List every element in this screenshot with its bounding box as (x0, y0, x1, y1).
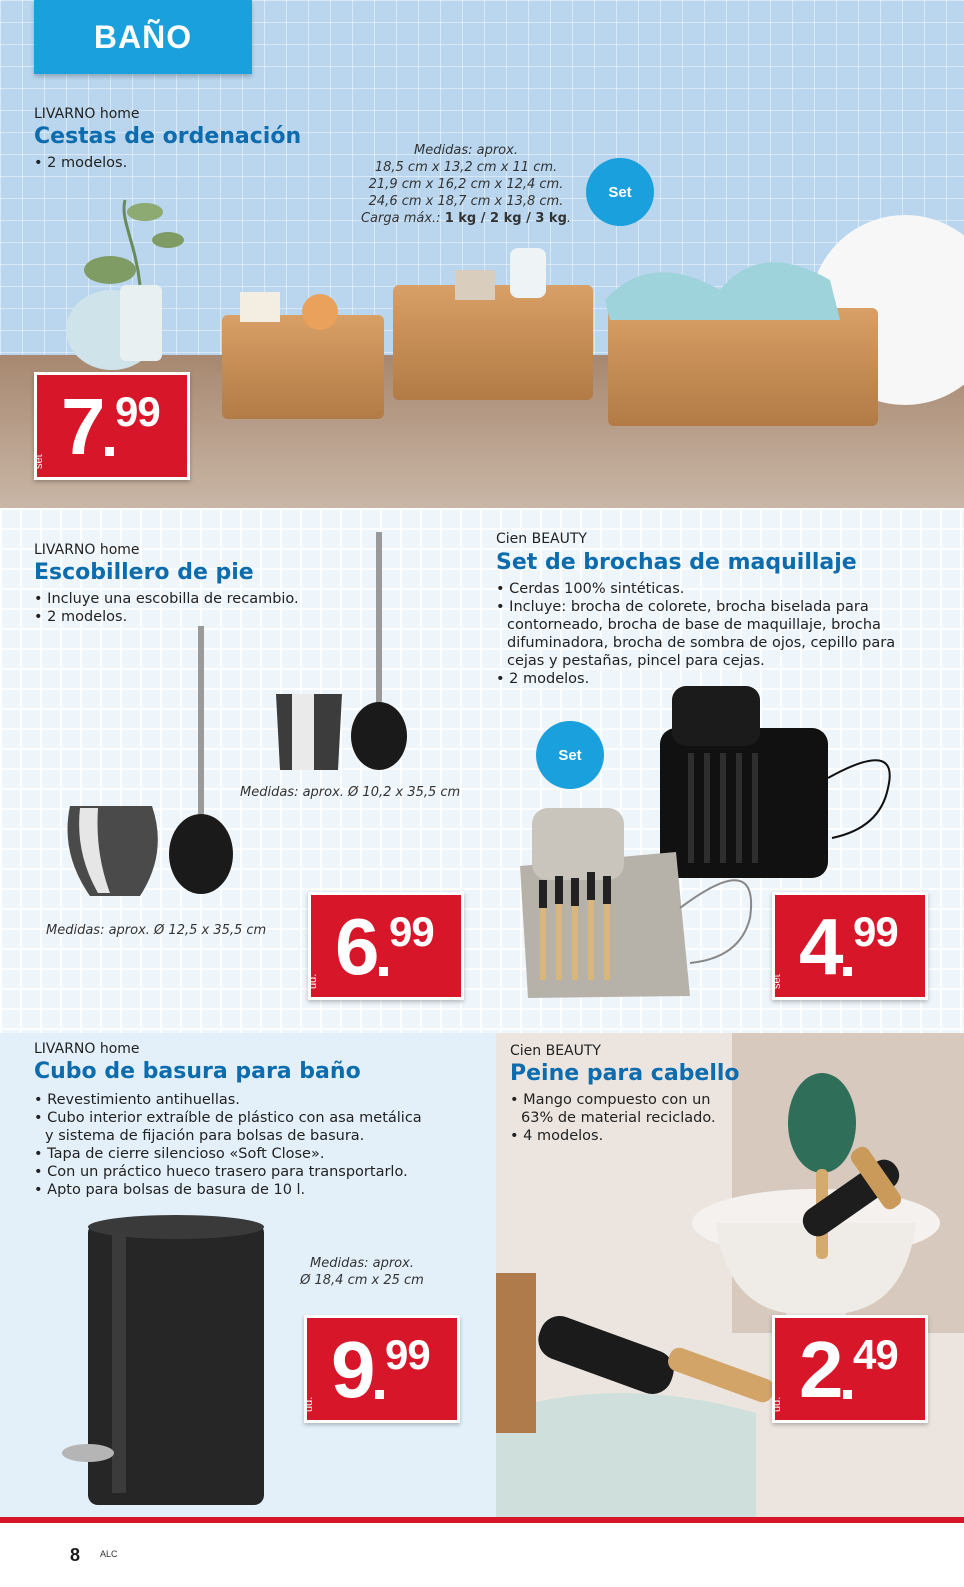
toilet-brush-holder-chrome (276, 532, 407, 770)
dimensions-line: 18,5 cm x 13,2 cm x 11 cm. (374, 160, 558, 175)
dimensions-line: 24,6 cm x 18,7 cm x 13,8 cm. (368, 194, 564, 209)
plant-vase-illustration (66, 200, 184, 370)
max-load-line (360, 210, 572, 227)
dimensions-label: Medidas: aprox. Ø 10,2 x 35,5 cm (240, 785, 461, 800)
basket-small (222, 292, 384, 419)
price-tag: ud. 9 99 (304, 1315, 460, 1423)
dimensions-block (292, 1255, 432, 1289)
feature-list (34, 590, 334, 626)
feature-list (34, 1091, 434, 1199)
price-integer: 9 (331, 1325, 372, 1414)
makeup-brush-case-black (660, 686, 890, 878)
price-decimal-dot (105, 447, 114, 456)
dimensions-block (360, 142, 572, 227)
feature-item: • Mango compuesto con un 63% de material reciclado. (510, 1091, 720, 1127)
dimensions-label: Medidas: aprox. Ø 12,5 x 35,5 cm (46, 923, 267, 938)
product-title: Escobillero de pie (34, 560, 254, 585)
product-title: Set de brochas de maquillaje (496, 550, 857, 575)
max-load-values: 1 kg / 2 kg / 3 kg (444, 211, 567, 226)
max-load-label: Carga máx.: (360, 211, 441, 226)
price-tag: set 4 99 (772, 892, 928, 1000)
product-panel-escobillero-brochas (0, 508, 964, 1033)
brand-label: Cien BEAUTY (496, 531, 587, 547)
price-decimals: 99 (389, 908, 434, 955)
feature-item: • Incluye: brocha de colorete, brocha biselada para contorneado, brocha de base de maquillaje, brocha difuminadora, brocha de sombra de ojos, cepillo para cejas y pestañas, pincel para cejas. (496, 598, 936, 670)
product-title: Peine para cabello (510, 1061, 740, 1086)
price-tag: ud. 6 99 (308, 892, 464, 1000)
product-title: Cestas de ordenación (34, 124, 302, 149)
price-decimals: 99 (115, 388, 160, 435)
region-code: ALC (100, 1549, 118, 1559)
price-integer: 4 (799, 902, 840, 991)
price-integer: 6 (335, 902, 376, 991)
feature-item: • Tapa de cierre silencioso «Soft Close». (34, 1145, 434, 1163)
feature-item: • Apto para bolsas de basura de 10 l. (34, 1181, 434, 1199)
price-decimal-dot (843, 1390, 852, 1399)
page-number: 8 (70, 1545, 81, 1565)
feature-item: • 4 modelos. (510, 1127, 720, 1145)
dimensions-line: Ø 18,4 cm x 25 cm (300, 1273, 424, 1288)
feature-list (496, 580, 936, 688)
brand-label: LIVARNO home (34, 542, 140, 558)
brand-label: LIVARNO home (34, 1041, 140, 1057)
set-badge: Set (586, 158, 654, 226)
price-decimal-dot (379, 967, 388, 976)
feature-item: • Revestimiento antihuellas. (34, 1091, 434, 1109)
price-decimal-dot (375, 1390, 384, 1399)
feature-item: • Cerdas 100% sintéticas. (496, 580, 936, 598)
product-panel-peine (496, 1033, 964, 1517)
feature-item: • Incluye una escobilla de recambio. (34, 590, 334, 608)
price-tag: ud. 2 49 (772, 1315, 928, 1423)
price-decimals: 49 (853, 1331, 898, 1378)
feature-item: • 2 modelos. (34, 154, 334, 172)
set-badge: Set (536, 721, 604, 789)
product-panel-cestas (0, 0, 964, 508)
feature-list (510, 1091, 720, 1145)
price-integer: 2 (799, 1325, 840, 1414)
dimensions-label: Medidas: aprox. (414, 143, 518, 158)
price-tag: set 7 99 (34, 372, 190, 480)
price-decimal-dot (843, 967, 852, 976)
feature-item: • Cubo interior extraíble de plástico con asa metálica y sistema de fijación para bolsas de basura. (34, 1109, 434, 1145)
price-integer: 7 (61, 382, 102, 471)
price-decimals: 99 (385, 1331, 430, 1378)
dimensions-label: Medidas: aprox. (310, 1256, 414, 1271)
basket-medium (393, 248, 593, 400)
dimensions-line: 21,9 cm x 16,2 cm x 12,4 cm. (368, 177, 564, 192)
feature-list (34, 154, 334, 172)
product-panel-cubo (0, 1033, 496, 1517)
section-banner: BAÑO (34, 0, 252, 74)
price-decimals: 99 (853, 908, 898, 955)
footer-divider (0, 1517, 964, 1523)
feature-item: • 2 modelos. (34, 608, 334, 626)
product-title: Cubo de basura para baño (34, 1059, 361, 1084)
toilet-brush-holder-round (68, 626, 234, 896)
brand-label: LIVARNO home (34, 106, 140, 122)
feature-item: • Con un práctico hueco trasero para transportarlo. (34, 1163, 434, 1181)
brand-label: Cien BEAUTY (510, 1043, 601, 1059)
max-load-end: . (566, 211, 572, 226)
feature-item: • 2 modelos. (496, 670, 936, 688)
